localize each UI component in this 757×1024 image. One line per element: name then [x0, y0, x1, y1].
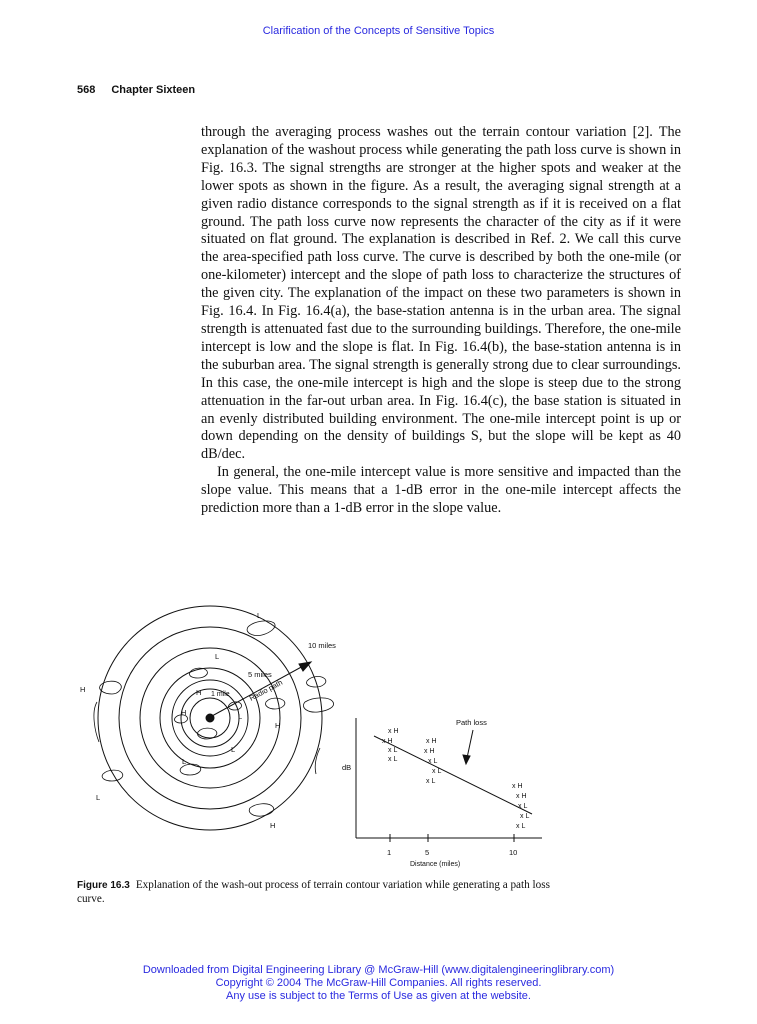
data-point: x L [428, 758, 438, 765]
figure-drawing [70, 598, 550, 873]
x-tick-label: 5 [425, 848, 430, 857]
terrain-label: L [231, 745, 236, 754]
data-points [382, 728, 529, 830]
terrain-label: L [182, 757, 187, 766]
caption-label: Figure 16.3 [77, 880, 130, 891]
figure [70, 598, 550, 873]
footer-copyright: Copyright © 2004 The McGraw-Hill Companies. All rights reserved. [215, 977, 542, 989]
chapter-title: Chapter Sixteen [111, 84, 196, 96]
footer-download-link[interactable]: Downloaded from Digital Engineering Library @ McGraw-Hill (www.digitalengineeringlibrary.com) [142, 964, 615, 976]
data-point: x L [388, 747, 398, 754]
terrain-label: H [181, 708, 187, 717]
path-loss-pointer [467, 730, 473, 758]
body-text [201, 124, 681, 518]
data-point: x H [424, 748, 435, 755]
data-point: x H [382, 738, 393, 745]
path-loss-line [374, 736, 532, 814]
terrain-label: L [215, 652, 220, 661]
x-axis-label: Distance (miles) [410, 861, 461, 868]
top-link[interactable]: Clarification of the Concepts of Sensitive Topics [262, 25, 495, 37]
page-number: 568 [77, 84, 96, 96]
data-point: x L [520, 813, 530, 820]
terrain-label: L [238, 712, 243, 721]
caption-text: Explanation of the wash-out process of terrain contour variation while generating a path loss curve. [77, 879, 550, 905]
terrain-labels [80, 611, 280, 830]
ring-label-10: 10 miles [308, 641, 336, 650]
data-point: x L [426, 778, 436, 785]
x-tick-label: 1 [387, 848, 392, 857]
data-point: x H [426, 738, 437, 745]
path-loss-label: Path loss [456, 718, 487, 727]
terrain-label: H [196, 688, 202, 697]
data-point: x L [516, 823, 526, 830]
terrain-label: H [270, 821, 276, 830]
ring-label-1: 1 mile [211, 691, 230, 698]
terrain-label: L [257, 611, 262, 620]
terrain-label: H [80, 685, 86, 694]
ring-label-5: 5 miles [248, 670, 272, 679]
path-loss-plot [342, 718, 542, 868]
paragraph: In general, the one-mile intercept value is more sensitive and impacted than the slope value. This means that a 1-dB error in the one-mile intercept affects the prediction more than a 1-dB error in the slope value. [201, 464, 681, 517]
data-point: x H [516, 793, 527, 800]
radio-path-label: Radio path [247, 677, 284, 703]
footer-terms-link[interactable]: Any use is subject to the Terms of Use as given at the website. [226, 990, 531, 1002]
terrain-label: L [96, 793, 101, 802]
data-point: x H [512, 783, 523, 790]
footer [0, 964, 757, 1003]
terrain-label: H [275, 721, 281, 730]
figure-caption [77, 879, 557, 906]
data-point: x H [388, 728, 399, 735]
y-axis-label: dB [342, 763, 352, 772]
data-point: x L [518, 803, 528, 810]
x-tick-label: 10 [509, 848, 518, 857]
data-point: x L [388, 756, 398, 763]
paragraph: through the averaging process washes out the terrain contour variation [2]. The explanation of the washout process while generating the path loss curve is shown in Fig. 16.3. The signal strengths are stronger at the higher spots and weaker at the lower spots as shown in the figure. As a result, the averaging signal strength at a given radio distance corresponds to the signal strength as if it is received on a flat ground. The path loss curve now represents the character of the city as if it were situated on flat ground. The explanation is described in Ref. 2. We call this curve the area-specified path loss curve. The curve is described by both the one-mile (or one-kilometer) intercept and the slope of path loss to characterize the structures of the given city. The explanation of the impact on these two parameters is shown in Fig. 16.4. In Fig. 16.4(a), the base-station antenna is in the urban area. The signal strength is attenuated fast due to the surrounding buildings. Therefore, the one-mile intercept is low and the slope is flat. In Fig. 16.4(b), the base-station antenna is in the suburban area. The signal strength is generally strong due to clear surroundings. In this case, the one-mile intercept is high and the slope is steep due to the strong attenuation in the far-out urban area. In Fig. 16.4(c), the base station is situated in an evenly distributed building environment. The one-mile intercept point is up or down depending on the density of buildings S, but the slope will be kept as 40 dB/dec. [201, 124, 681, 463]
running-head [77, 84, 195, 96]
data-point: x L [432, 768, 442, 775]
